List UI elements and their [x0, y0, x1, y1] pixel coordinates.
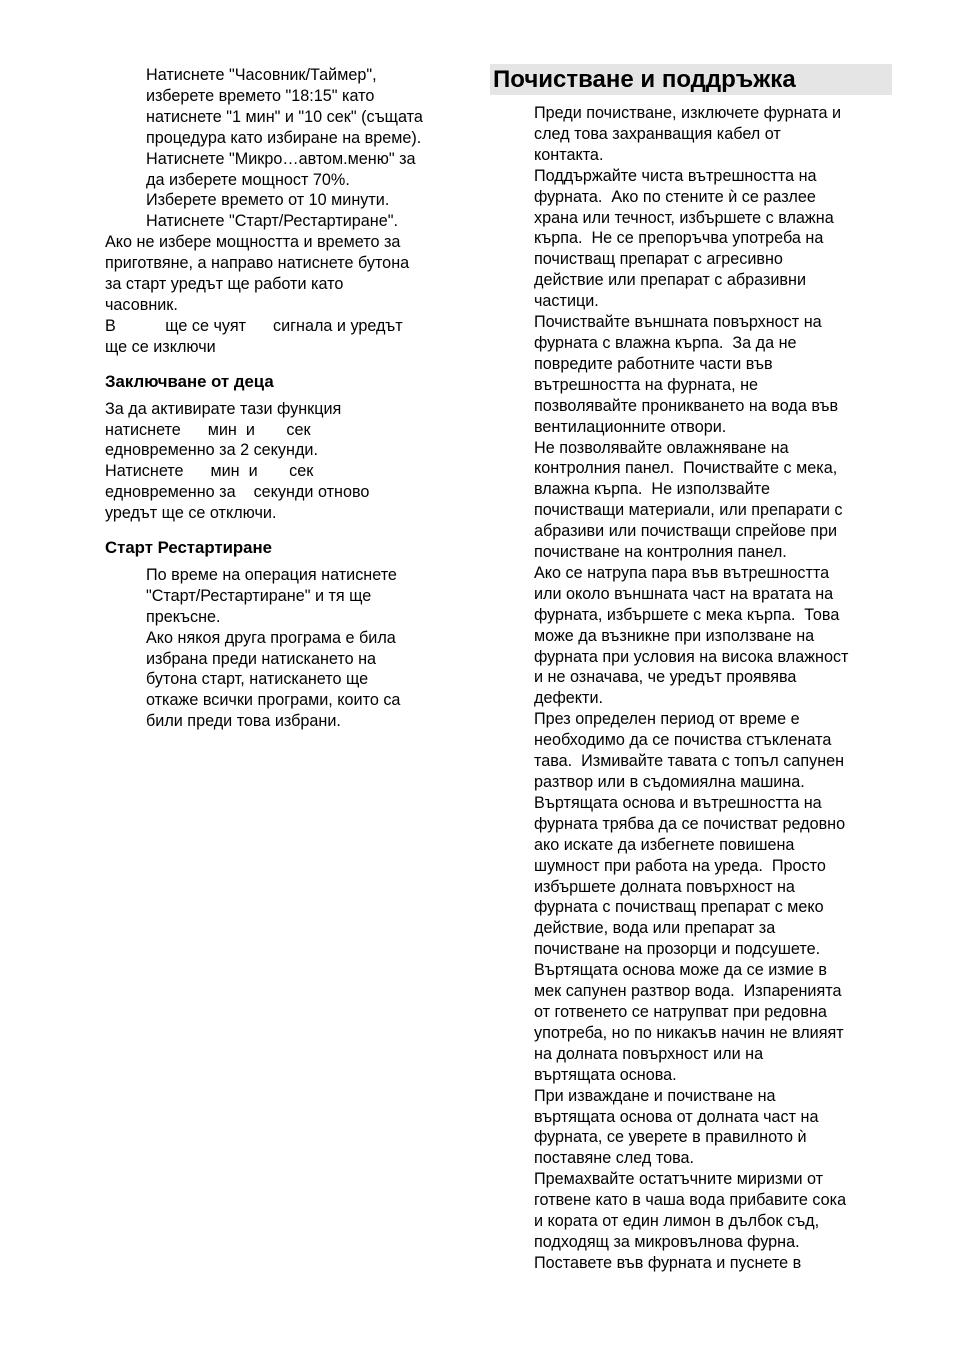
text-line: почистване на прозорци и подсушете.	[534, 940, 821, 959]
text-line: часовник.	[105, 295, 178, 314]
child-lock-heading: Заключване от деца	[105, 371, 274, 391]
text-line: изберете времето "18:15" като	[146, 86, 375, 105]
text-line: бутона старт, натискането ще	[146, 670, 369, 689]
text-line: действие, вода или препарат за	[534, 919, 776, 938]
text-line: При изваждане и почистване на	[534, 1086, 776, 1105]
text-line: готвене като в чаша вода прибавите сока	[534, 1191, 847, 1210]
text-line: Натиснете "Микро…автом.меню" за	[146, 149, 416, 168]
text-line: Преди почистване, изключете фурната и	[534, 104, 842, 122]
child-lock-block	[105, 399, 475, 524]
text-line: Ако не избере мощността и времето за	[105, 233, 401, 252]
text-line: дефекти.	[534, 689, 603, 708]
intro-plain-block	[105, 232, 475, 357]
text-line: въртящата основа.	[534, 1065, 677, 1084]
text-line: ще се изключи	[105, 337, 216, 356]
text-line: За да активирате тази функция	[105, 399, 342, 418]
text-line: и кората от един лимон в дълбок съд,	[534, 1212, 820, 1231]
text-line: Поставете във фурната и пуснете в	[534, 1253, 802, 1272]
text-line: от готвенето се натрупват при редовна	[534, 1002, 827, 1021]
text-line: абразиви или почистващи спрейове при	[534, 522, 838, 541]
section-title: Почистване и поддръжка	[490, 64, 892, 95]
text-line: за старт уредът ще работи като	[105, 275, 344, 294]
text-line: след това захранващия кабел от	[534, 124, 781, 143]
text-line: натиснете мин и сек	[105, 420, 311, 439]
text-line: фурната с почистващ препарат с меко	[534, 898, 824, 917]
text-line: Почиствайте външната повърхност на	[534, 313, 822, 332]
text-line: храна или течност, избършете с влажна	[534, 208, 834, 227]
text-line: контролния панел. Почиствайте с мека,	[534, 459, 838, 478]
text-line: ако искате да избегнете повишена	[534, 835, 795, 854]
text-line: кърпа. Не се препоръчва употреба на	[534, 229, 824, 248]
text-line: и не означава, че уредът проявява	[534, 668, 797, 687]
text-line: поставяне след това.	[534, 1149, 695, 1168]
text-line: вентилационните отвори.	[534, 417, 727, 436]
text-line: почистващи материали, или препарати с	[534, 501, 843, 520]
text-line: приготвяне, а направо натиснете бутона	[105, 254, 410, 273]
text-line: В ще се чуят сигнала и уредът	[105, 316, 403, 335]
text-line: влажна кърпа. Не използвайте	[534, 480, 771, 499]
text-line: позволявайте проникването на вода във	[534, 396, 839, 415]
text-line: почистващ препарат с агресивно	[534, 250, 783, 269]
text-line: частици.	[534, 292, 599, 311]
text-line: Ако се натрупа пара във вътрешността	[534, 563, 830, 582]
text-line: избършете долната повърхност на	[534, 877, 795, 896]
text-line: на долната повърхност или на	[534, 1044, 764, 1063]
text-line: да изберете мощност 70%.	[146, 170, 350, 189]
text-line: почистване на контролния панел.	[534, 543, 787, 562]
cleaning-text-block	[490, 103, 892, 1274]
text-line: процедура като избиране на време).	[146, 128, 422, 147]
text-line: били преди това избрани.	[146, 712, 341, 731]
text-line: натиснете "1 мин" и "10 сек" (същата	[146, 107, 423, 126]
start-restart-block	[105, 565, 475, 732]
text-line: необходимо да се почиства стъклената	[534, 731, 832, 750]
text-line: Натиснете мин и сек	[105, 462, 314, 481]
text-line: откаже всички програми, които са	[146, 691, 401, 710]
text-line: въртящата основа от долната част на	[534, 1107, 819, 1126]
text-line: тава. Измивайте тавата с топъл сапунен	[534, 752, 845, 771]
text-line: разтвор или в съдомиялна машина.	[534, 773, 805, 791]
text-line: Премахвайте остатъчните миризми от	[534, 1170, 824, 1189]
text-line: контакта.	[534, 145, 604, 164]
text-line: едновременно за секунди отново	[105, 483, 370, 502]
text-line: прекъсне.	[146, 607, 221, 626]
text-line: Натиснете "Старт/Рестартиране".	[146, 212, 398, 231]
text-line: Поддържайте чиста вътрешността на	[534, 166, 817, 185]
text-line: може да възникне при използване на	[534, 626, 815, 645]
text-line: фурната, се уверете в правилното ѝ	[534, 1128, 807, 1147]
text-line: Въртящата основа и вътрешността на	[534, 793, 822, 812]
text-line: уредът ще се отключи.	[105, 504, 277, 523]
start-restart-heading: Старт Рестартиране	[105, 538, 272, 558]
text-line: фурната с влажна кърпа. За да не	[534, 333, 797, 352]
left-column	[105, 65, 475, 732]
text-line: или около външната част на вратата на	[534, 584, 834, 603]
right-column	[490, 64, 892, 1274]
text-line: Не позволявайте овлажняване на	[534, 438, 789, 457]
text-line: фурната при условия на висока влажност	[534, 647, 849, 666]
text-line: повредите работните части във	[534, 354, 773, 373]
text-line: Ако някоя друга програма е била	[146, 628, 396, 647]
intro-indented-block	[105, 65, 475, 232]
text-line: Въртящата основа може да се измие в	[534, 961, 827, 980]
text-line: подходящ за микровълнова фурна.	[534, 1232, 800, 1251]
text-line: "Старт/Рестартиране" и тя ще	[146, 586, 372, 605]
text-line: Изберете времето от 10 минути.	[146, 191, 390, 210]
text-line: избрана преди натискането на	[146, 649, 377, 668]
text-line: По време на операция натиснете	[146, 565, 397, 584]
text-line: фурната, избършете с мека кърпа. Това	[534, 605, 840, 624]
text-line: мек сапунен разтвор вода. Изпаренията	[534, 982, 842, 1001]
text-line: Натиснете "Часовник/Таймер",	[146, 66, 377, 84]
text-line: едновременно за 2 секунди.	[105, 441, 318, 460]
text-line: фурната трябва да се почистват редовно	[534, 814, 846, 833]
text-line: вътрешността на фурната, не	[534, 375, 759, 394]
text-line: употреба, но по никакъв начин не влияят	[534, 1023, 844, 1042]
text-line: шумност при работа на уреда. Просто	[534, 856, 826, 875]
text-line: През определен период от време е	[534, 710, 800, 729]
text-line: действие или препарат с абразивни	[534, 271, 807, 290]
text-line: фурната. Ако по стените ѝ се разлее	[534, 187, 816, 206]
